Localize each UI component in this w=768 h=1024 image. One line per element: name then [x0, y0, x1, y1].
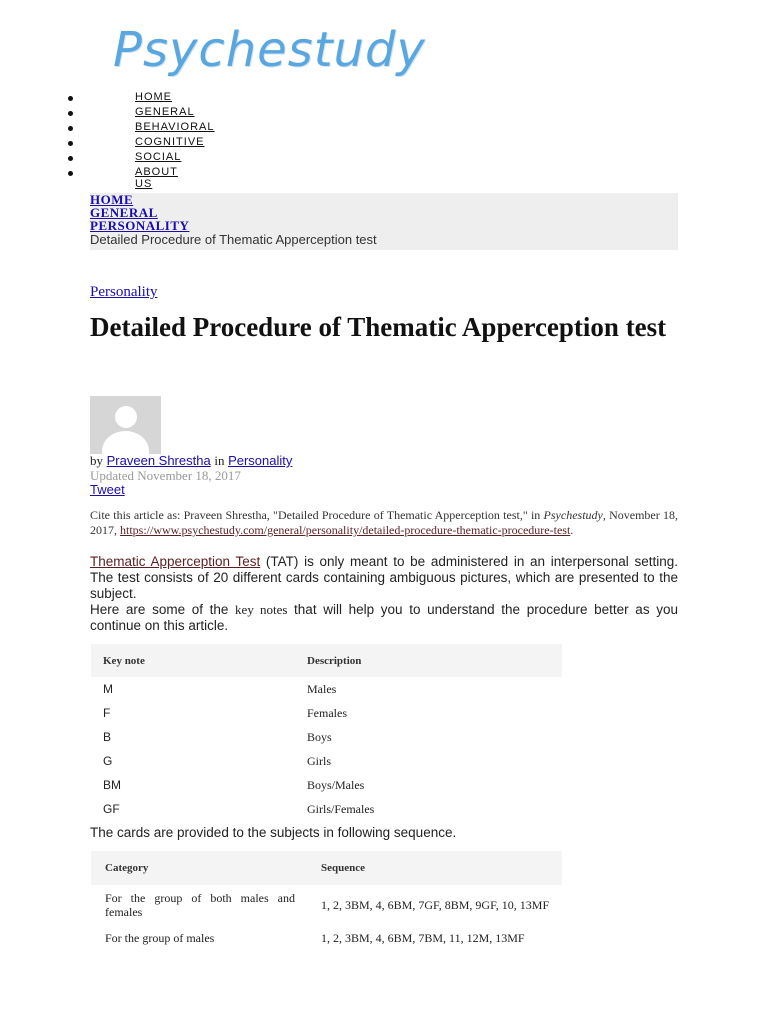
p2-text-c: that will help you to understand the procedure better as you continue on this article. [90, 602, 678, 633]
byline-by: by [90, 453, 103, 468]
intro-text: (TAT) is only meant to be administered in an interpersonal setting. The test consists of 20 different cards containing ambiguous pictures, which are presented to the subject. [90, 554, 678, 601]
tweet-link[interactable]: Tweet [90, 482, 125, 497]
header-description: Description [293, 644, 562, 677]
byline-category-link[interactable]: Personality [228, 453, 293, 468]
header-key-note: Key note [91, 644, 293, 677]
site-logo[interactable]: Psychestudy [113, 22, 426, 78]
author-avatar [90, 396, 161, 454]
header-category: Category [91, 851, 307, 885]
description-cell: Girls [307, 753, 331, 768]
table-header-row [91, 644, 562, 677]
cite-url-link[interactable]: https://www.psychestudy.com/general/personality/detailed-procedure-thematic-procedure-test [120, 523, 571, 537]
key-cell: G [103, 754, 113, 768]
table-row [91, 749, 562, 773]
cite-site: Psychestudy [543, 508, 603, 522]
table-row [91, 701, 562, 725]
table-row [91, 797, 562, 821]
sequence-cell: 1, 2, 3BM, 4, 6BM, 7GF, 8BM, 9GF, 10, 13MF [321, 898, 550, 912]
cite-prefix: Cite this article as: Praveen Shrestha, "Detailed Procedure of Thematic Apperception test," in [90, 508, 544, 522]
breadcrumb-personality[interactable]: PERSONALITY [90, 218, 190, 233]
key-cell: F [103, 706, 111, 720]
description-cell: Females [307, 705, 347, 720]
cite-suffix: . [570, 523, 574, 537]
table-row [91, 725, 562, 749]
nav-link-general[interactable]: GENERAL [135, 106, 195, 118]
author-link[interactable]: Praveen Shrestha [106, 453, 211, 468]
category-cell: For the group of both males and females [105, 891, 295, 919]
keynotes-intro-paragraph [90, 602, 678, 634]
nav-link-about-us[interactable]: ABOUT US [135, 166, 178, 190]
nav-link-behavioral[interactable]: BEHAVIORAL [135, 121, 215, 133]
intro-paragraph [90, 554, 678, 602]
breadcrumb-general[interactable]: GENERAL [90, 205, 158, 220]
category-cell: For the group of males [105, 931, 215, 945]
avatar-body-shape [102, 431, 149, 454]
updated-date: Updated November 18, 2017 [90, 468, 241, 483]
citation [90, 508, 678, 538]
description-cell: Males [307, 681, 337, 696]
breadcrumb-current: Detailed Procedure of Thematic Apperception test [90, 232, 377, 247]
table-row [91, 925, 562, 951]
sequence-cell: 1, 2, 3BM, 4, 6BM, 7BM, 11, 12M, 13MF [321, 931, 525, 945]
table-header-row [91, 851, 562, 885]
key-cell: M [103, 682, 113, 696]
breadcrumb [90, 193, 678, 250]
p2-key-notes: key notes [235, 602, 288, 617]
header-sequence: Sequence [307, 851, 562, 885]
table-row [91, 677, 562, 701]
sequence-table [91, 851, 562, 951]
nav-link-social[interactable]: SOCIAL [135, 151, 182, 163]
sequence-intro-paragraph: The cards are provided to the subjects in following sequence. [90, 825, 457, 840]
key-cell: B [103, 730, 112, 744]
key-cell: BM [103, 778, 121, 792]
breadcrumb-home[interactable]: HOME [90, 192, 134, 207]
table-row [91, 773, 562, 797]
nav-link-cognitive[interactable]: COGNITIVE [135, 136, 205, 148]
description-cell: Boys [307, 729, 332, 744]
table-row [91, 885, 562, 925]
cite-date: , November 18, 2017, [90, 508, 678, 537]
byline [90, 453, 292, 469]
tat-link[interactable]: Thematic Apperception Test [90, 554, 261, 569]
article-title: Detailed Procedure of Thematic Apperception test [90, 312, 667, 342]
description-cell: Girls/Females [307, 801, 375, 816]
nav-link-home[interactable]: HOME [135, 91, 172, 103]
description-cell: Boys/Males [307, 777, 365, 792]
keynotes-table [91, 644, 562, 821]
category-link[interactable]: Personality [90, 284, 158, 300]
byline-in: in [214, 453, 225, 468]
avatar-head-shape [115, 406, 137, 428]
key-cell: GF [103, 802, 120, 816]
p2-text-a: Here are some of the [90, 602, 236, 617]
